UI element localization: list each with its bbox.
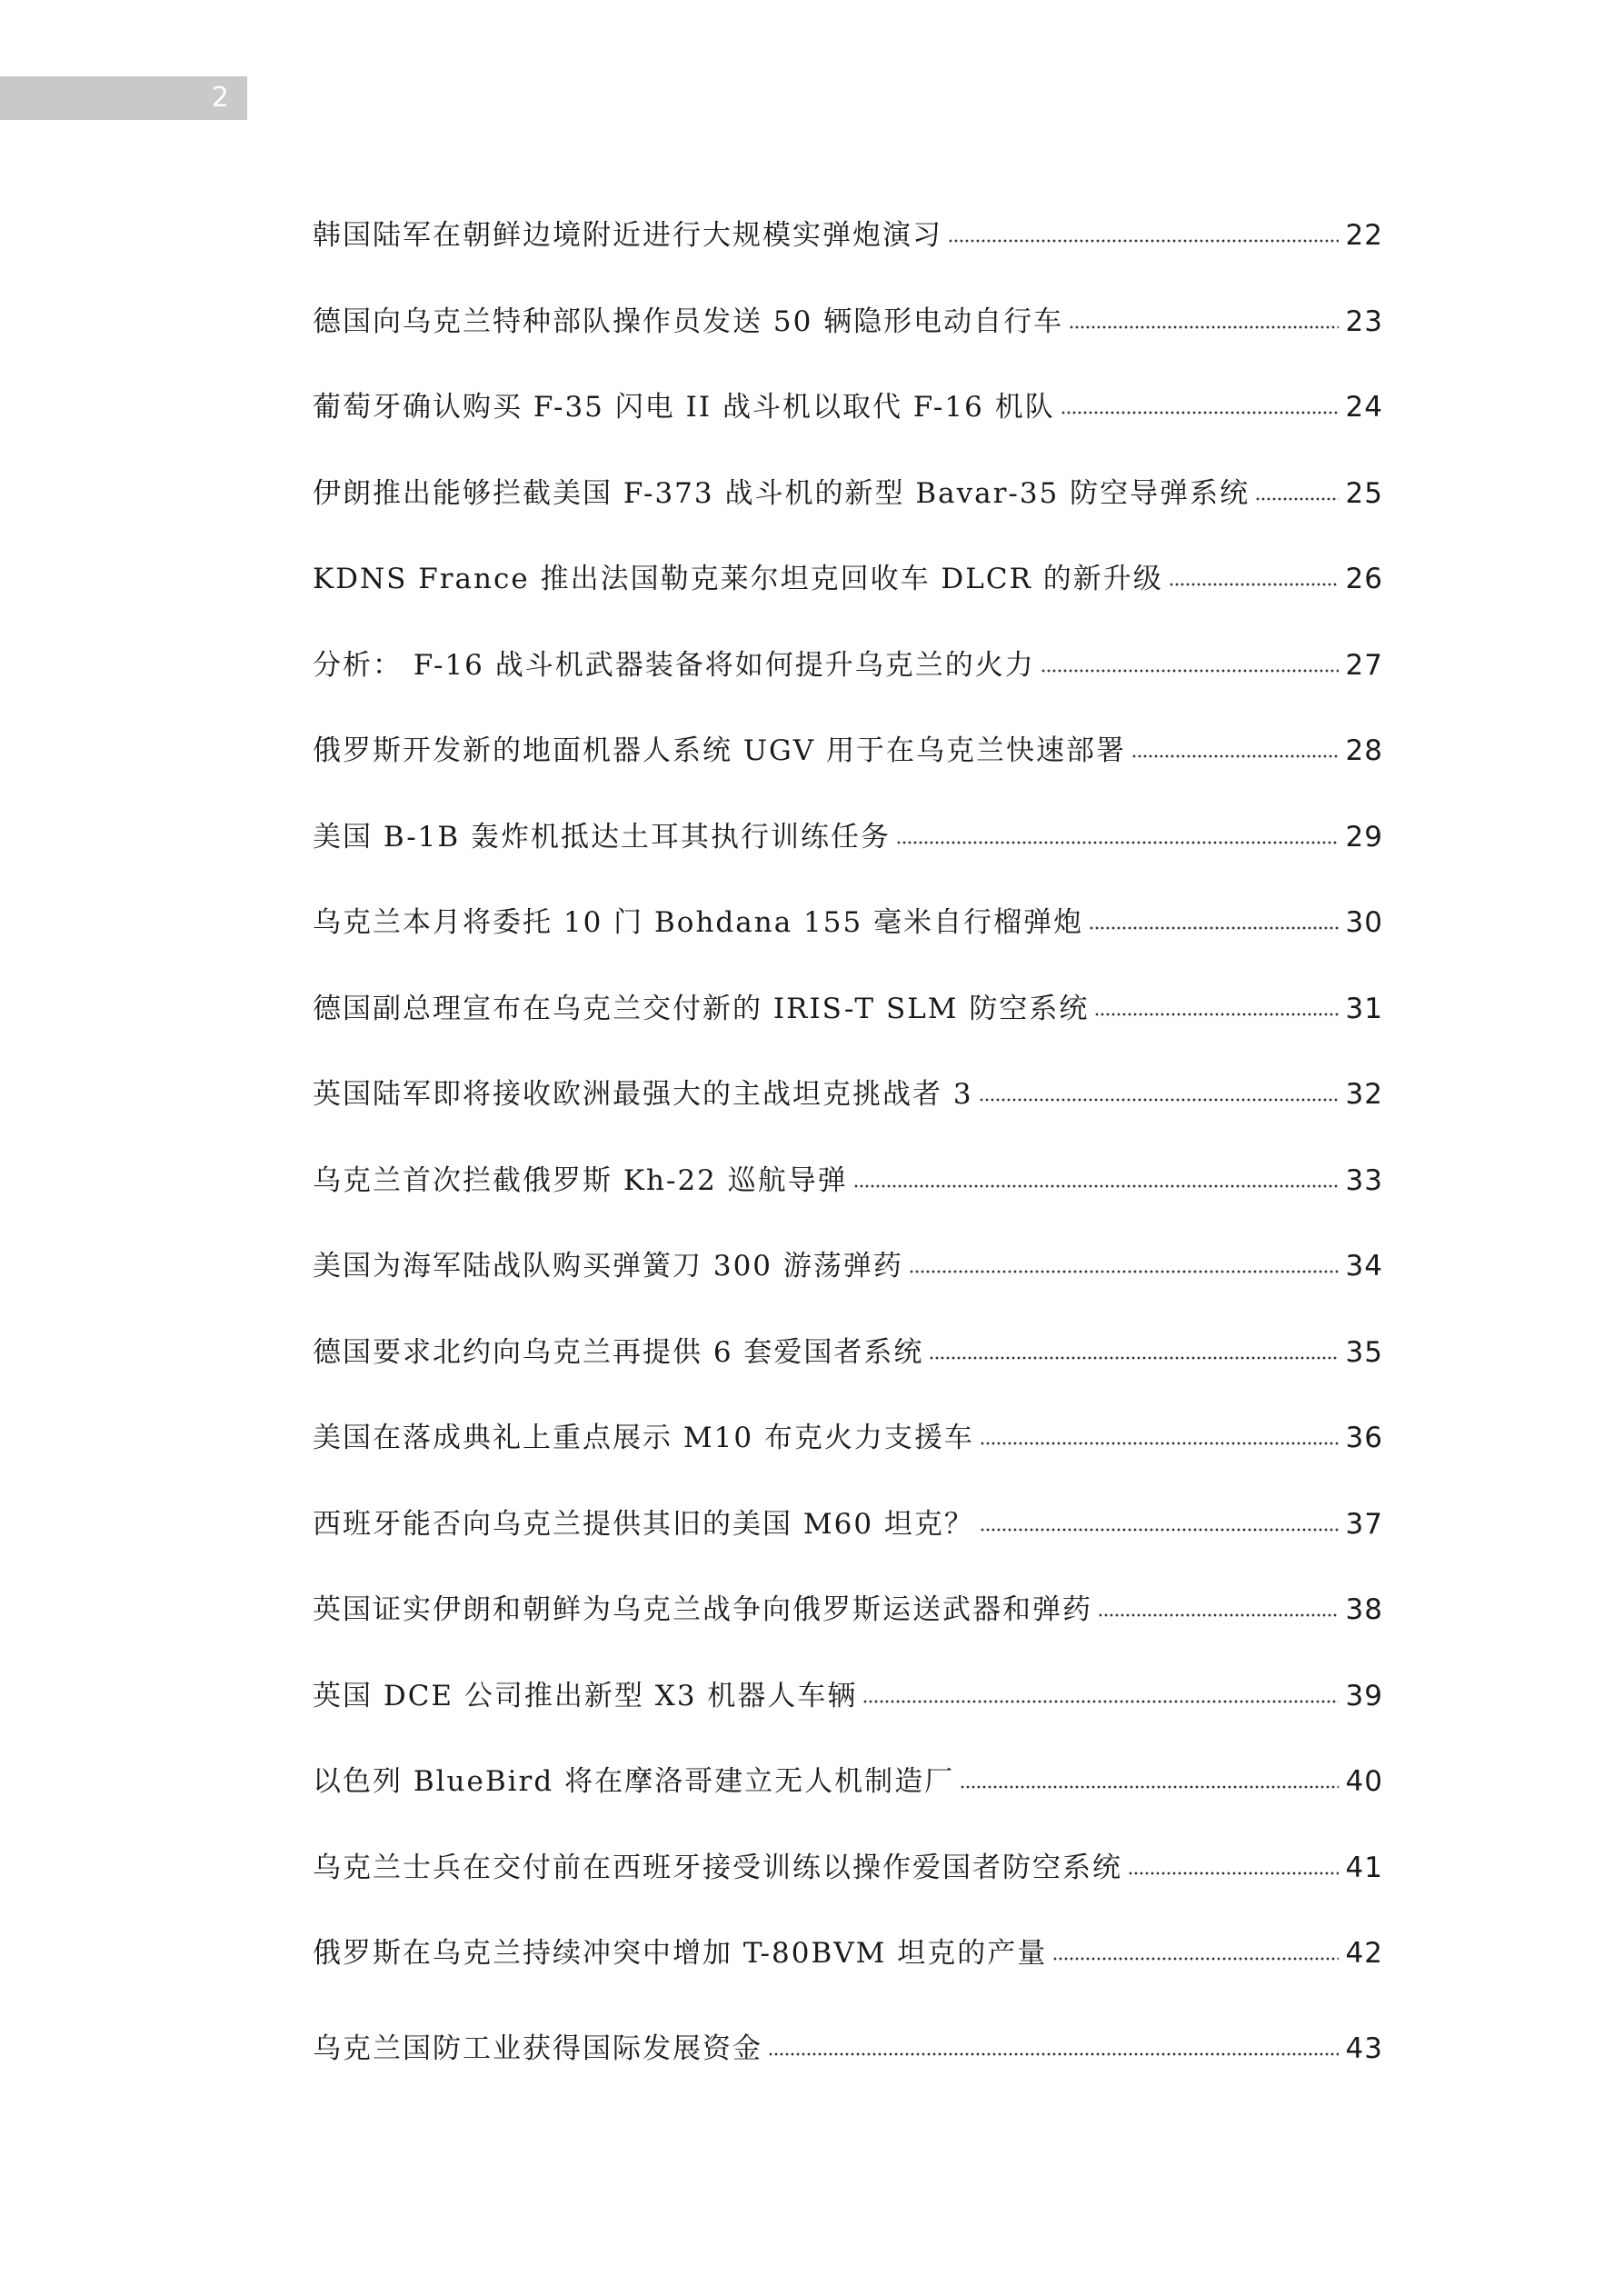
toc-leader-dots bbox=[862, 1700, 1338, 1703]
table-of-contents bbox=[313, 208, 1383, 2107]
toc-leader-dots bbox=[1089, 926, 1338, 930]
toc-entry-title: 英国证实伊朗和朝鲜为乌克兰战争向俄罗斯运送武器和弹药 bbox=[313, 1593, 1092, 1626]
toc-entry[interactable] bbox=[313, 1153, 1383, 1240]
toc-entry[interactable] bbox=[313, 552, 1383, 638]
toc-entry-page: 29 bbox=[1345, 820, 1383, 854]
toc-entry-title: 俄罗斯开发新的地面机器人系统 UGV 用于在乌克兰快速部署 bbox=[313, 734, 1126, 767]
toc-entry-title: 分析： F-16 战斗机武器装备将如何提升乌克兰的火力 bbox=[313, 648, 1035, 682]
toc-leader-dots bbox=[1094, 1013, 1338, 1016]
toc-entry-title: 德国向乌克兰特种部队操作员发送 50 辆隐形电动自行车 bbox=[313, 304, 1064, 338]
toc-entry-page: 24 bbox=[1345, 391, 1383, 424]
toc-entry-page: 25 bbox=[1345, 476, 1383, 510]
toc-entry-page: 33 bbox=[1345, 1163, 1383, 1197]
toc-entry-title: 俄罗斯在乌克兰持续冲突中增加 T-80BVM 坦克的产量 bbox=[313, 1937, 1048, 1970]
toc-entry-title: 乌克兰首次拦截俄罗斯 Kh-22 巡航导弹 bbox=[313, 1163, 848, 1197]
toc-entry-page: 41 bbox=[1345, 1851, 1383, 1884]
toc-entry[interactable] bbox=[313, 1841, 1383, 1927]
toc-leader-dots bbox=[1052, 1957, 1338, 1961]
toc-entry-title: 美国在落成典礼上重点展示 M10 布克火力支援车 bbox=[313, 1422, 974, 1454]
toc-entry[interactable] bbox=[313, 208, 1383, 294]
toc-leader-dots bbox=[1128, 1872, 1339, 1875]
toc-leader-dots bbox=[1255, 497, 1338, 501]
toc-entry-title: 乌克兰士兵在交付前在西班牙接受训练以操作爱国者防空系统 bbox=[313, 1851, 1122, 1884]
toc-entry-page: 34 bbox=[1345, 1250, 1383, 1283]
toc-leader-dots bbox=[909, 1270, 1339, 1273]
toc-leader-dots bbox=[1041, 669, 1339, 673]
toc-entry-title: 乌克兰本月将委托 10 门 Bohdana 155 毫米自行榴弹炮 bbox=[313, 906, 1084, 939]
toc-leader-dots bbox=[768, 2052, 1339, 2056]
page-number-tab bbox=[0, 76, 247, 120]
toc-entry[interactable] bbox=[313, 1582, 1383, 1669]
toc-entry[interactable] bbox=[313, 724, 1383, 810]
toc-entry-page: 27 bbox=[1345, 648, 1383, 682]
toc-leader-dots bbox=[980, 1528, 1339, 1532]
toc-entry[interactable] bbox=[313, 1325, 1383, 1412]
toc-leader-dots bbox=[1069, 325, 1338, 329]
toc-leader-dots bbox=[1169, 583, 1339, 586]
toc-entry-page: 39 bbox=[1345, 1679, 1383, 1712]
toc-leader-dots bbox=[980, 1442, 1339, 1445]
toc-entry[interactable] bbox=[313, 1239, 1383, 1325]
toc-leader-dots bbox=[1061, 411, 1339, 414]
toc-entry[interactable] bbox=[313, 1067, 1383, 1153]
page-number: 2 bbox=[211, 82, 229, 114]
toc-entry[interactable] bbox=[313, 1497, 1383, 1583]
toc-entry-title: 德国要求北约向乌克兰再提供 6 套爱国者系统 bbox=[313, 1335, 924, 1369]
toc-entry-page: 28 bbox=[1345, 734, 1383, 767]
toc-entry-page: 35 bbox=[1345, 1335, 1383, 1369]
toc-entry-page: 30 bbox=[1345, 906, 1383, 939]
toc-entry[interactable] bbox=[313, 294, 1383, 381]
toc-entry-page: 31 bbox=[1345, 992, 1383, 1025]
toc-entry-title: 以色列 BlueBird 将在摩洛哥建立无人机制造厂 bbox=[313, 1765, 955, 1798]
toc-entry-page: 38 bbox=[1345, 1593, 1383, 1626]
toc-entry[interactable] bbox=[313, 1926, 1383, 2012]
toc-entry-page: 43 bbox=[1345, 2031, 1383, 2065]
toc-entry-title: 德国副总理宣布在乌克兰交付新的 IRIS-T SLM 防空系统 bbox=[313, 992, 1090, 1025]
toc-entry[interactable] bbox=[313, 2021, 1383, 2108]
toc-entry-page: 32 bbox=[1345, 1078, 1383, 1111]
toc-entry[interactable] bbox=[313, 638, 1383, 724]
toc-entry-title: 英国 DCE 公司推出新型 X3 机器人车辆 bbox=[313, 1679, 858, 1712]
toc-leader-dots bbox=[960, 1785, 1338, 1789]
toc-entry[interactable] bbox=[313, 1411, 1383, 1497]
toc-entry[interactable] bbox=[313, 466, 1383, 553]
toc-entry-title: KDNS France 推出法国勒克莱尔坦克回收车 DLCR 的新升级 bbox=[313, 563, 1163, 595]
toc-entry-title: 西班牙能否向乌克兰提供其旧的美国 M60 坦克？ bbox=[313, 1507, 974, 1541]
toc-entry-page: 36 bbox=[1345, 1422, 1383, 1454]
toc-entry-page: 23 bbox=[1345, 304, 1383, 338]
toc-entry[interactable] bbox=[313, 380, 1383, 466]
toc-entry-title: 美国为海军陆战队购买弹簧刀 300 游荡弹药 bbox=[313, 1250, 903, 1283]
toc-leader-dots bbox=[1098, 1613, 1339, 1617]
toc-entry-title: 英国陆军即将接收欧洲最强大的主战坦克挑战者 3 bbox=[313, 1078, 973, 1111]
toc-leader-dots bbox=[853, 1184, 1339, 1188]
toc-entry-title: 乌克兰国防工业获得国际发展资金 bbox=[313, 2031, 762, 2065]
toc-entry-page: 40 bbox=[1345, 1765, 1383, 1798]
toc-entry-title: 美国 B-1B 轰炸机抵达土耳其执行训练任务 bbox=[313, 820, 892, 854]
toc-entry-title: 伊朗推出能够拦截美国 F-373 战斗机的新型 Bavar-35 防空导弹系统 bbox=[313, 476, 1250, 510]
toc-entry[interactable] bbox=[313, 982, 1383, 1068]
toc-entry[interactable] bbox=[313, 1754, 1383, 1841]
toc-entry[interactable] bbox=[313, 1669, 1383, 1755]
toc-leader-dots bbox=[929, 1356, 1338, 1360]
toc-entry-page: 42 bbox=[1345, 1937, 1383, 1970]
toc-leader-dots bbox=[979, 1098, 1339, 1102]
toc-entry-page: 26 bbox=[1345, 563, 1383, 595]
toc-entry-title: 韩国陆军在朝鲜边境附近进行大规模实弹炮演习 bbox=[313, 219, 942, 252]
toc-entry-page: 22 bbox=[1345, 219, 1383, 252]
toc-leader-dots bbox=[948, 239, 1339, 243]
toc-leader-dots bbox=[896, 841, 1339, 844]
toc-entry-page: 37 bbox=[1345, 1507, 1383, 1541]
toc-entry-title: 葡萄牙确认购买 F-35 闪电 II 战斗机以取代 F-16 机队 bbox=[313, 391, 1055, 424]
toc-entry[interactable] bbox=[313, 895, 1383, 982]
toc-entry[interactable] bbox=[313, 810, 1383, 896]
toc-leader-dots bbox=[1131, 754, 1339, 758]
